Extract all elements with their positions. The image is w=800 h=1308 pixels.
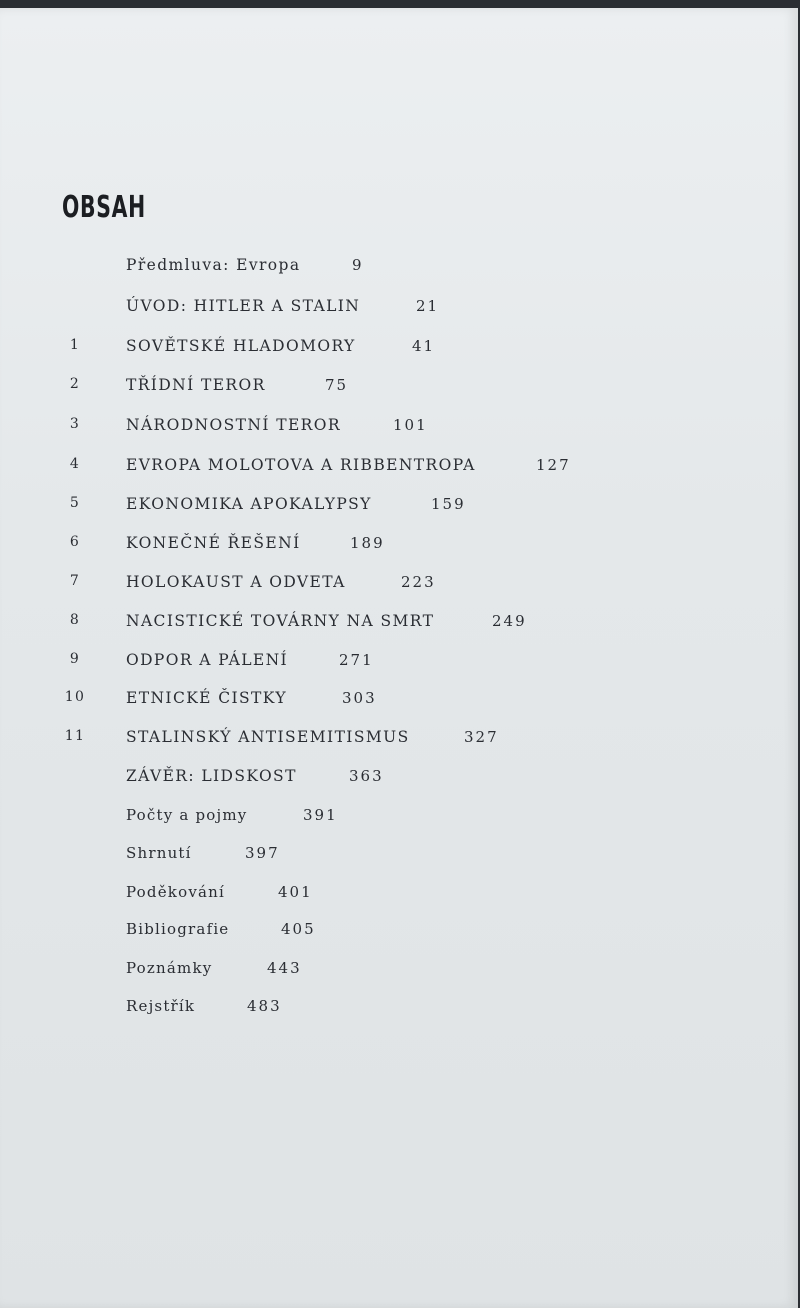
chapter-title: SOVĚTSKÉ HLADOMORY bbox=[126, 337, 356, 355]
chapter-title: ODPOR A PÁLENÍ bbox=[126, 651, 289, 669]
chapter-title: STALINSKÝ ANTISEMITISMUS bbox=[126, 728, 410, 746]
page-number: 159 bbox=[431, 495, 466, 513]
page-number: 101 bbox=[393, 416, 428, 434]
chapter-title: Předmluva: Evropa bbox=[126, 256, 301, 274]
chapter-title: TŘÍDNÍ TEROR bbox=[126, 376, 266, 394]
book-page bbox=[0, 8, 798, 1308]
chapter-number: 2 bbox=[69, 376, 81, 392]
page-number: 9 bbox=[352, 256, 364, 274]
chapter-title: Poděkování bbox=[126, 883, 225, 901]
chapter-title: NACISTICKÉ TOVÁRNY NA SMRT bbox=[126, 612, 435, 630]
page-number: 401 bbox=[278, 883, 313, 901]
chapter-title: Poznámky bbox=[126, 959, 213, 977]
chapter-number: 8 bbox=[69, 612, 81, 628]
chapter-number: 5 bbox=[69, 495, 81, 511]
page-number: 249 bbox=[492, 612, 527, 630]
chapter-number: 1 bbox=[69, 337, 81, 353]
chapter-title: Bibliografie bbox=[126, 920, 230, 938]
page-number: 21 bbox=[416, 297, 440, 315]
page-number: 41 bbox=[412, 337, 436, 355]
chapter-title: NÁRODNOSTNÍ TEROR bbox=[126, 416, 341, 434]
page-title: OBSAH bbox=[62, 190, 146, 225]
page-number: 391 bbox=[303, 806, 338, 824]
chapter-title: HOLOKAUST A ODVETA bbox=[126, 573, 346, 591]
page-number: 397 bbox=[245, 844, 280, 862]
page-number: 75 bbox=[325, 376, 349, 394]
chapter-title: ÚVOD: HITLER A STALIN bbox=[126, 297, 361, 315]
page-number: 127 bbox=[536, 456, 571, 474]
chapter-number: 6 bbox=[69, 534, 81, 550]
page-number: 189 bbox=[350, 534, 385, 552]
chapter-title: KONEČNÉ ŘEŠENÍ bbox=[126, 534, 301, 552]
chapter-title: Počty a pojmy bbox=[126, 806, 248, 824]
chapter-title: EKONOMIKA APOKALYPSY bbox=[126, 495, 372, 513]
chapter-number: 7 bbox=[69, 573, 81, 589]
page-number: 271 bbox=[339, 651, 374, 669]
chapter-title: ZÁVĚR: LIDSKOST bbox=[126, 767, 297, 785]
chapter-number: 9 bbox=[69, 651, 81, 667]
page-number: 443 bbox=[267, 959, 302, 977]
page-number: 483 bbox=[247, 997, 282, 1015]
chapter-number: 10 bbox=[64, 689, 86, 705]
page-number: 363 bbox=[349, 767, 384, 785]
chapter-title: EVROPA MOLOTOVA A RIBBENTROPA bbox=[126, 456, 476, 474]
chapter-number: 11 bbox=[64, 728, 86, 744]
page-number: 405 bbox=[281, 920, 316, 938]
chapter-title: ETNICKÉ ČISTKY bbox=[126, 689, 287, 707]
chapter-title: Shrnutí bbox=[126, 844, 192, 862]
chapter-number: 4 bbox=[69, 456, 81, 472]
page-number: 303 bbox=[342, 689, 377, 707]
page-number: 327 bbox=[464, 728, 499, 746]
chapter-title: Rejstřík bbox=[126, 997, 196, 1015]
chapter-number: 3 bbox=[69, 416, 81, 432]
page-number: 223 bbox=[401, 573, 436, 591]
